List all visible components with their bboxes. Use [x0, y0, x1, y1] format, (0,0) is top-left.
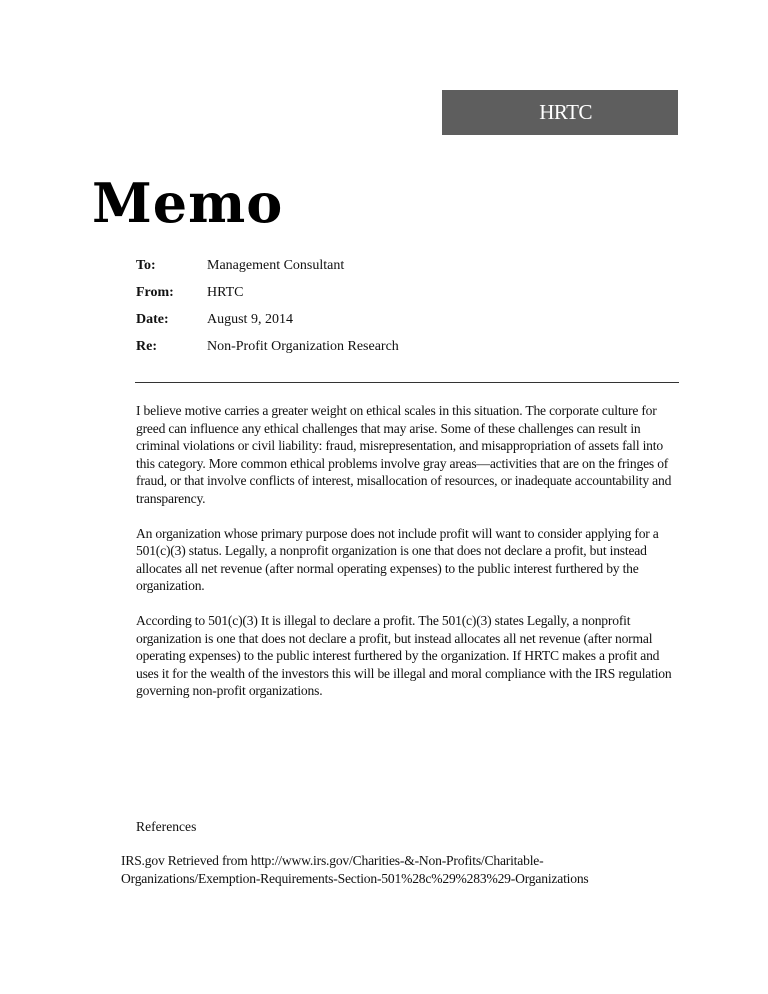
memo-body — [136, 402, 681, 717]
body-paragraph-2: An organization whose primary purpose does not include profit will want to consider applying for a 501(c)(3) status. Legally, a nonprofit organization is one that does not declare a profit, but instead allocates all net revenue (after normal operating expenses) to the public interest furthered by the organization. — [136, 525, 659, 594]
company-name-box: HRTC — [442, 90, 678, 135]
header-row-to — [136, 257, 399, 284]
header-row-re — [136, 338, 399, 365]
re-value: Non-Profit Organization Research — [207, 339, 399, 354]
re-label: Re: — [136, 339, 157, 354]
header-row-date — [136, 311, 399, 338]
body-paragraph-1: I believe motive carries a greater weight on ethical scales in this situation. The corporate culture for greed can influence any ethical challenges that may arise. Some of these challenges can result in criminal violations or civil liability: fraud, misrepresentation, and misappropriation of assets fall into this category. More common ethical problems involve gray areas—activities that are on the fringes of fraud, or that involve conflicts of interest, misallocation of resources, or inadequate accountability and transparency. — [136, 403, 672, 506]
from-value: HRTC — [207, 285, 244, 300]
body-paragraph-3: According to 501(c)(3) It is illegal to declare a profit. The 501(c)(3) states Legally, a nonprofit organization is one that does not declare a profit, but instead allocates all net revenue (after normal operating expenses) to the public interest furthered by the organization. If HRTC makes a profit and uses it for the wealth of the investors this will be illegal and moral compliance with the IRS regulation governing non-profit organizations. — [136, 612, 672, 699]
date-value: August 9, 2014 — [207, 312, 293, 327]
memo-header — [136, 257, 399, 365]
date-label: Date: — [136, 312, 169, 327]
header-row-from — [136, 284, 399, 311]
references-heading: References — [136, 819, 197, 834]
from-label: From: — [136, 285, 174, 300]
to-value: Management Consultant — [207, 258, 345, 273]
header-divider — [135, 382, 679, 383]
reference-entry: IRS.gov Retrieved from http://www.irs.gov/Charities-&-Non-Profits/Charitable-Organizations/Exemption-Requirements-Section-501%28c%29%283%29-Organizations — [121, 853, 589, 886]
to-label: To: — [136, 258, 156, 273]
memo-title: Memo — [92, 171, 284, 235]
